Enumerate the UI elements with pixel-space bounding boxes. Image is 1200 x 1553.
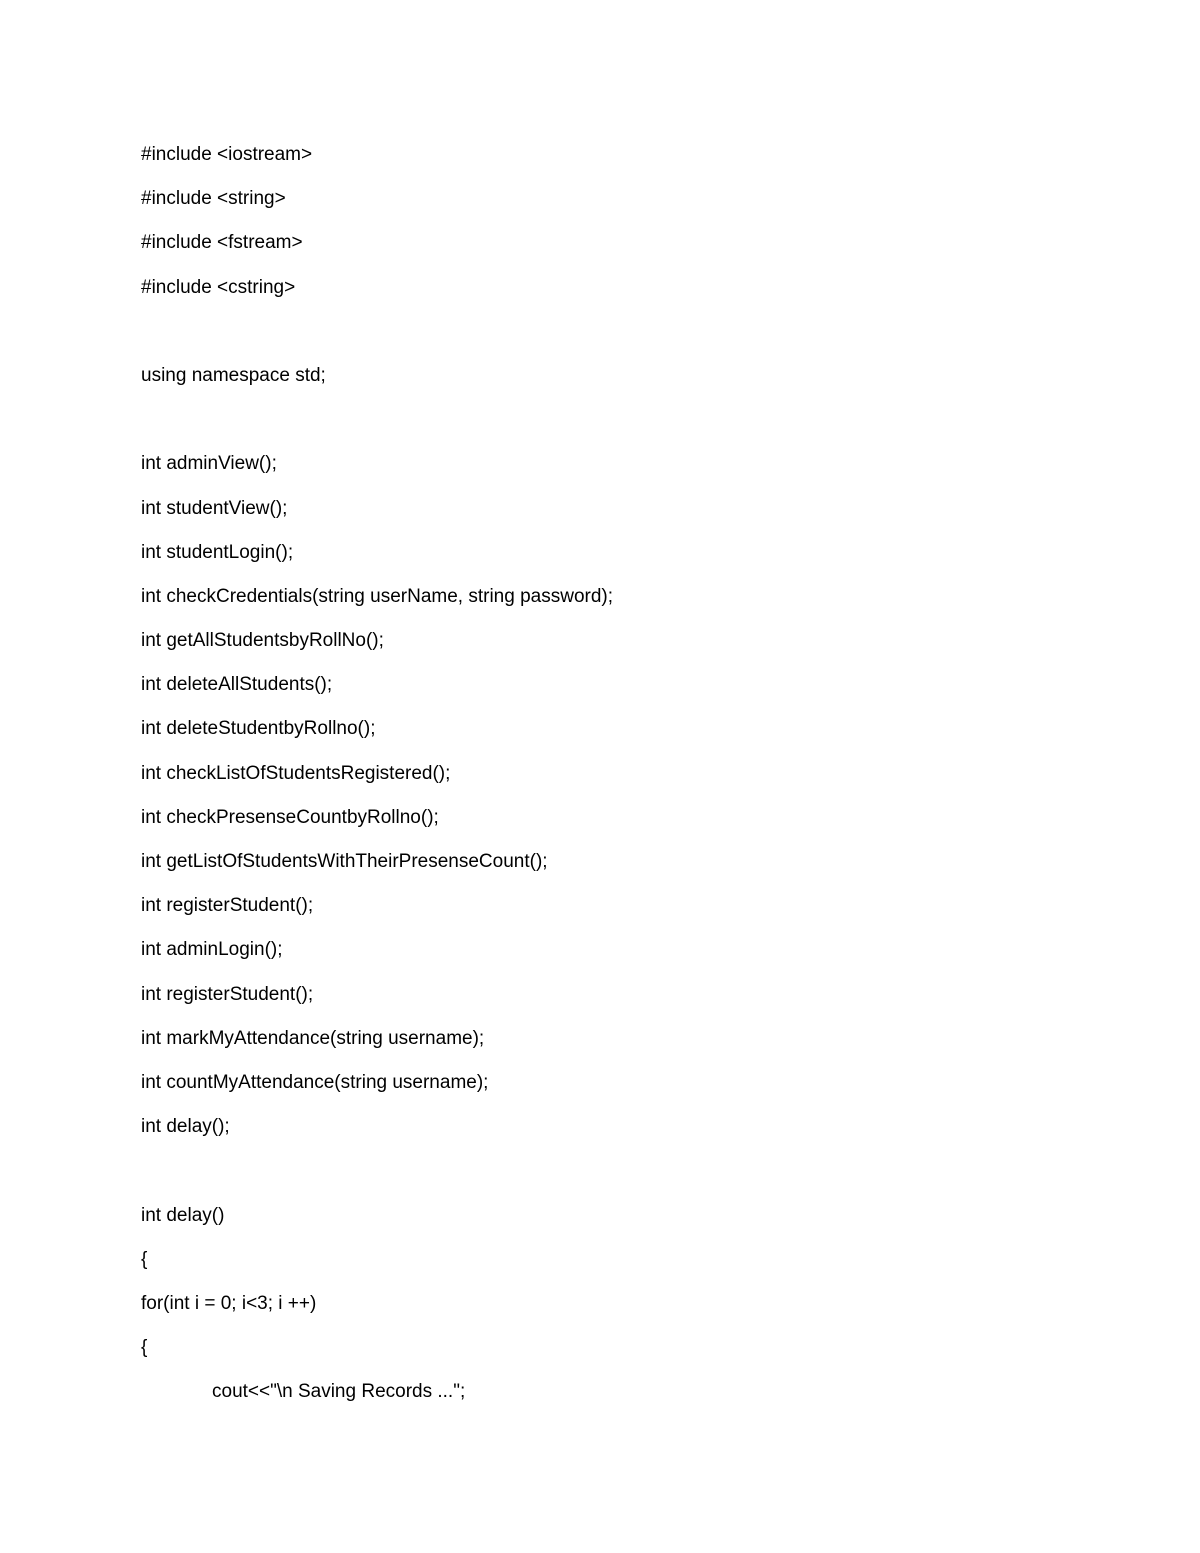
code-line: #include <cstring> — [141, 276, 296, 298]
code-line: int deleteStudentbyRollno(); — [141, 718, 376, 740]
code-line: #include <string> — [141, 188, 286, 210]
code-line: int getAllStudentsbyRollNo(); — [141, 630, 384, 652]
code-line: int registerStudent(); — [141, 983, 314, 1005]
code-line: int adminLogin(); — [141, 939, 283, 961]
blank-line — [141, 406, 1141, 450]
blank-line — [141, 318, 1141, 362]
code-line: #include <iostream> — [141, 144, 313, 165]
code-line: int checkListOfStudentsRegistered(); — [141, 762, 451, 784]
code-line: int checkCredentials(string userName, string password); — [141, 585, 614, 607]
code-line: int studentView(); — [141, 497, 288, 519]
code-line: { — [141, 1337, 148, 1359]
code-line: int deleteAllStudents(); — [141, 674, 333, 696]
code-line: #include <fstream> — [141, 232, 303, 254]
code-line: { — [141, 1248, 148, 1270]
code-line: int getListOfStudentsWithTheirPresenseCount(); — [141, 851, 548, 872]
code-line: for(int i = 0; i<3; i ++) — [141, 1292, 317, 1314]
code-line: int countMyAttendance(string username); — [141, 1071, 489, 1093]
code-line: int markMyAttendance(string username); — [141, 1027, 485, 1049]
code-line: int adminView(); — [141, 453, 277, 475]
code-text-block — [141, 141, 1141, 1422]
code-line: int delay(); — [141, 1116, 230, 1138]
code-line: int studentLogin(); — [141, 541, 294, 563]
blank-line — [141, 1157, 1141, 1201]
code-line: int checkPresenseCountbyRollno(); — [141, 806, 439, 828]
code-line: cout<<"\n Saving Records ..."; — [212, 1381, 466, 1403]
code-line: using namespace std; — [141, 364, 326, 386]
code-line: int delay() — [141, 1204, 225, 1226]
code-line: int registerStudent(); — [141, 895, 314, 917]
